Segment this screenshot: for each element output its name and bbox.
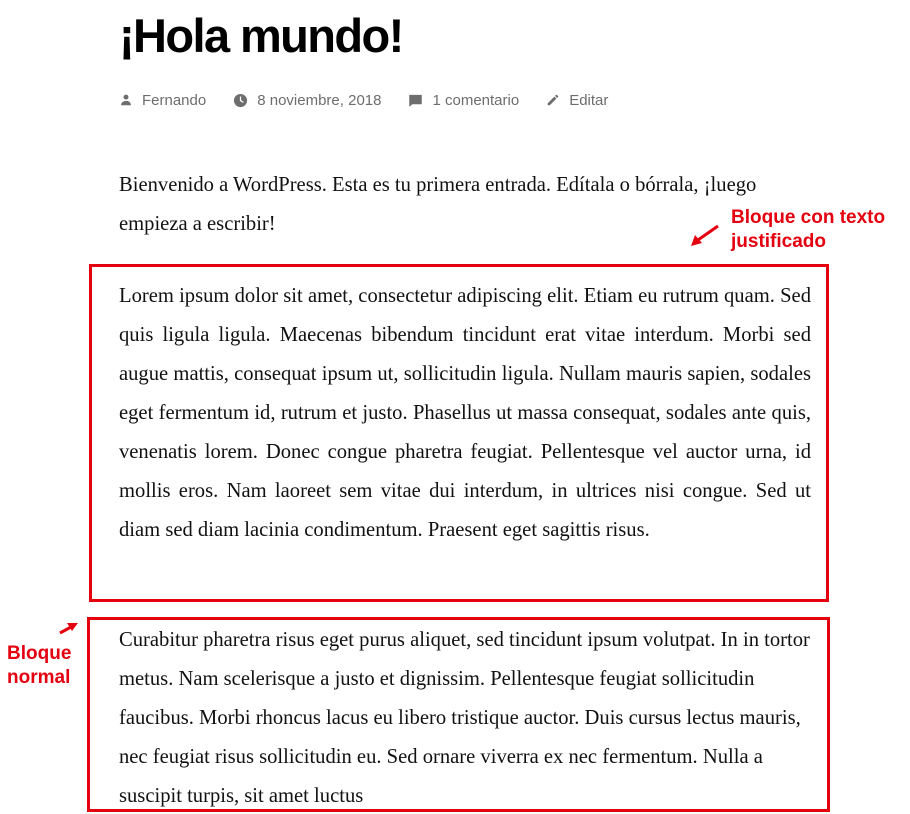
post-comments-link[interactable]: 1 comentario bbox=[432, 91, 520, 109]
post-comments[interactable] bbox=[408, 92, 519, 109]
post-date[interactable] bbox=[233, 92, 381, 109]
pencil-icon bbox=[546, 93, 560, 107]
annotation-justified-line2: justificado bbox=[731, 231, 827, 252]
annotation-normal-line1: Bloque bbox=[7, 643, 72, 664]
annotation-normal-line2: normal bbox=[7, 667, 71, 688]
clock-icon bbox=[233, 93, 248, 108]
comment-icon bbox=[408, 93, 423, 108]
intro-paragraph: Bienvenido a WordPress. Esta es tu primera entrada. Edítala o bórrala, ¡luego empieza a escribir! bbox=[119, 174, 757, 235]
post-date-text[interactable]: 8 noviembre, 2018 bbox=[257, 91, 382, 109]
annotation-arrow-normal bbox=[55, 620, 81, 636]
post-edit[interactable] bbox=[546, 92, 608, 109]
post-edit-link[interactable]: Editar bbox=[569, 91, 609, 109]
annotation-justified-line1: Bloque con texto bbox=[731, 207, 886, 228]
annotation-normal-block bbox=[7, 642, 71, 690]
post-author[interactable] bbox=[119, 92, 206, 109]
person-icon bbox=[119, 93, 133, 107]
normal-paragraph-block: Curabitur pharetra risus eget purus aliquet, sed tincidunt ipsum volutpat. In in tortor metus. Nam scelerisque a justo et dignissim. Pellentesque feugiat sollicitudin faucibus. Morbi rhoncus lacus eu libero tristique auctor. Duis cursus lectus mauris, nec feugiat risus sollicitudin eu. Sed ornare viverra ex nec fermentum. Nulla a suscipit turpis, sit amet luctus bbox=[119, 629, 810, 807]
annotation-arrow-justified bbox=[684, 222, 724, 256]
post-title: ¡Hola mundo! bbox=[119, 9, 403, 62]
post-meta bbox=[119, 89, 635, 111]
justified-paragraph-block: Lorem ipsum dolor sit amet, consectetur adipiscing elit. Etiam eu rutrum quam. Sed quis ligula ligula. Maecenas bibendum tincidunt erat vitae interdum. Morbi sed augue mattis, consequat ipsum ut, sollicitudin ligula. Nullam mauris sapien, sodales eget fermentum id, rutrum et justo. Phasellus ut massa consequat, sodales ante quis, venenatis lorem. Donec congue pharetra feugiat. Pellentesque vel auctor urna, id mollis eros. Nam laoreet sem vitae dui interdum, in ultrices nisi congue. Sed ut diam sed diam lacinia condimentum. Praesent eget sagittis risus. bbox=[119, 285, 811, 541]
annotation-justified-block bbox=[731, 206, 885, 254]
post-author-name[interactable]: Fernando bbox=[142, 91, 207, 109]
